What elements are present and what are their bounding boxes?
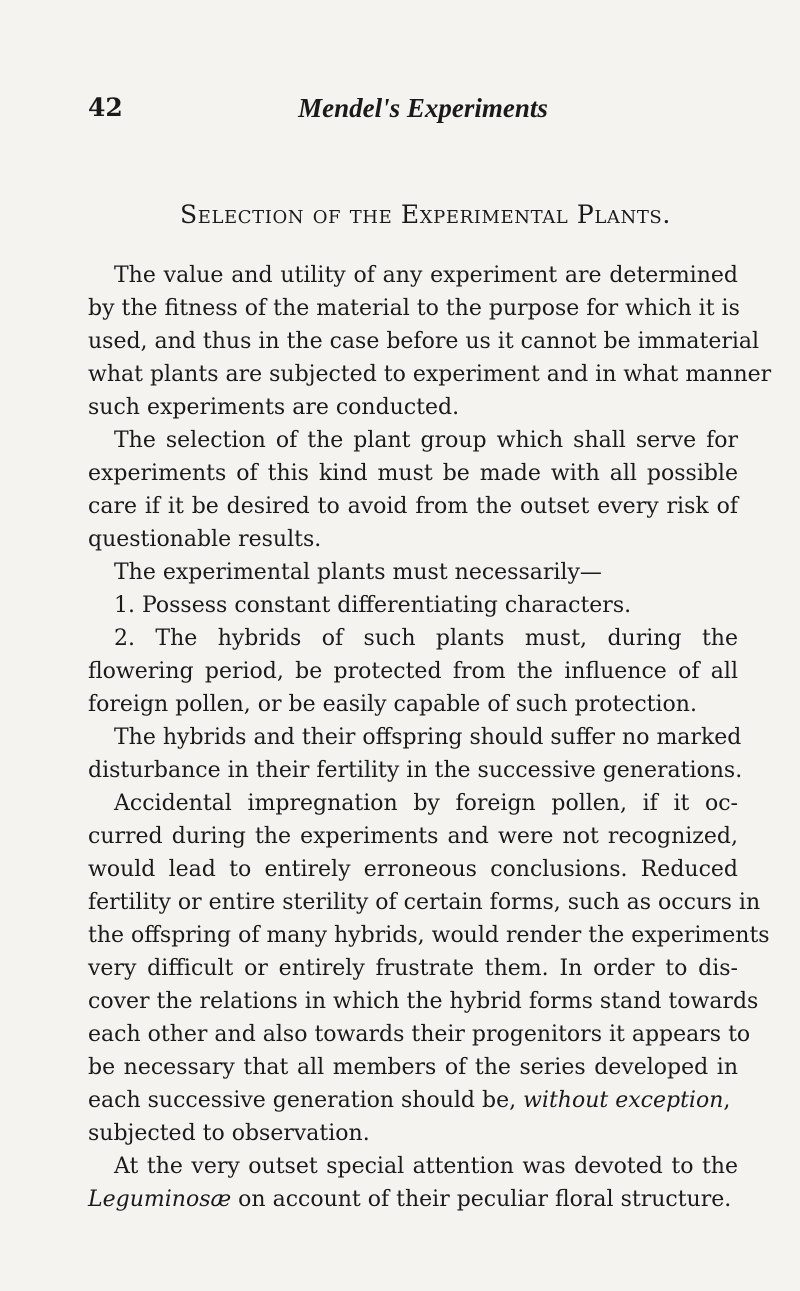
text-line: such experiments are conducted.	[88, 395, 460, 420]
text-line: what plants are subjected to experiment and in what manner	[88, 362, 772, 387]
text-line: subjected to observation.	[88, 1121, 370, 1146]
text-line: foreign pollen, or be easily capable of such protection.	[88, 692, 697, 717]
text-line	[88, 1183, 738, 1216]
text-line: experiments of this kind must be made with all possible	[88, 461, 738, 486]
text-line: be necessary that all members of the series developed in	[88, 1055, 738, 1080]
emphasis-text: Leguminosæ	[88, 1187, 232, 1212]
text-line: by the fitness of the material to the purpose for which it is	[88, 296, 740, 321]
text-line: The experimental plants must necessarily—	[114, 560, 602, 585]
text-line: questionable results.	[88, 527, 322, 552]
text-segment: each successive generation should be,	[88, 1088, 524, 1113]
text-line: The hybrids and their offspring should suffer no marked	[114, 725, 742, 750]
emphasis-text: without exception	[523, 1088, 724, 1113]
text-line: The value and utility of any experiment are determined	[114, 263, 738, 288]
list-item: 2. The hybrids of such plants must, during the	[114, 626, 738, 651]
text-segment: on account of their peculiar floral structure.	[231, 1187, 732, 1212]
text-line: cover the relations in which the hybrid forms stand towards	[88, 989, 759, 1014]
text-line: At the very outset special attention was devoted to the	[114, 1154, 738, 1179]
text-line: very difficult or entirely frustrate them. In order to dis-	[88, 956, 738, 981]
text-line	[88, 1084, 738, 1117]
text-segment: ,	[723, 1088, 731, 1113]
text-line: the offspring of many hybrids, would render the experiments	[88, 923, 770, 948]
list-item: 1. Possess constant differentiating characters.	[114, 593, 632, 618]
text-line: The selection of the plant group which shall serve for	[114, 428, 738, 453]
text-line: curred during the experiments and were not recognized,	[88, 824, 738, 849]
text-line: would lead to entirely erroneous conclusions. Reduced	[88, 857, 738, 882]
body-text	[88, 259, 772, 1216]
text-line: disturbance in their fertility in the successive generations.	[88, 758, 743, 783]
text-line: used, and thus in the case before us it cannot be immaterial	[88, 329, 760, 354]
text-line: each other and also towards their progenitors it appears to	[88, 1022, 751, 1047]
text-line: fertility or entire sterility of certain forms, such as occurs in	[88, 890, 761, 915]
text-line: care if it be desired to avoid from the outset every risk of	[88, 494, 738, 519]
text-line: Accidental impregnation by foreign pollen, if it oc-	[114, 791, 738, 816]
running-head	[88, 93, 738, 127]
section-title: Selection of the Experimental Plants.	[180, 200, 671, 229]
text-line: flowering period, be protected from the influence of all	[88, 659, 738, 684]
page-number: 42	[88, 93, 123, 122]
running-title: Mendel's Experiments	[298, 93, 548, 123]
